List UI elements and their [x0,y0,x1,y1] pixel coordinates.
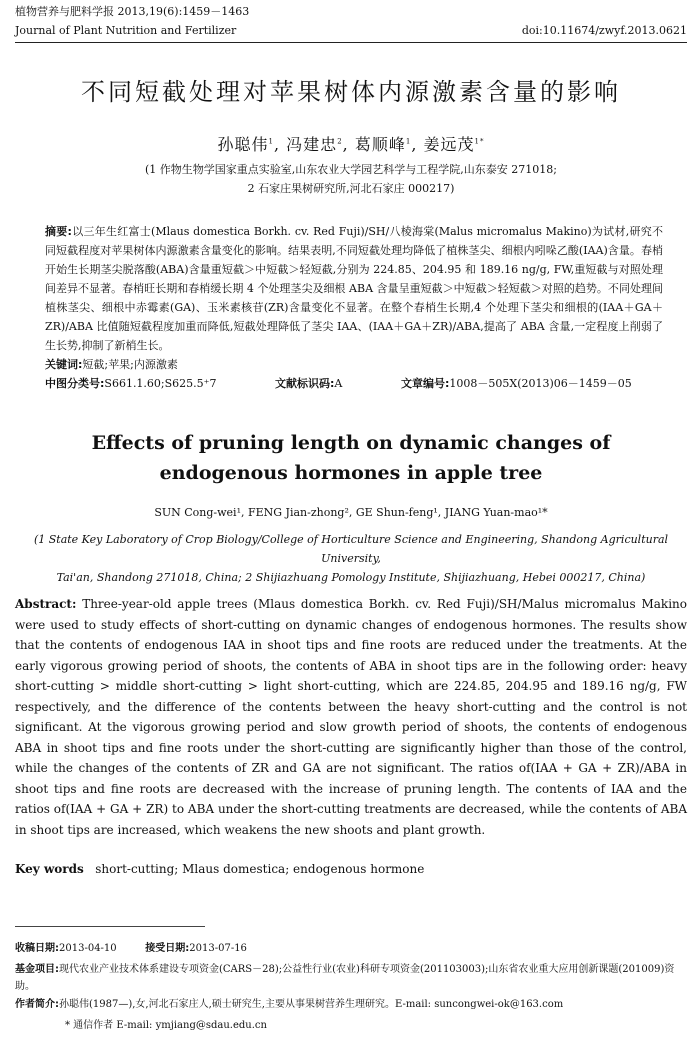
abstract-en-label: Abstract: [15,597,77,611]
author-sup: 1 [405,137,412,146]
received-label: 收稿日期: [15,943,59,954]
header-rule [15,42,687,43]
doi: doi:10.11674/zwyf.2013.0621 [521,24,687,37]
affiliation-en-line: Tai'an, Shandong 271018, China; 2 Shijiazhuang Pomology Institute, Shijiazhuang, Hebei 000217, China) [56,571,646,584]
classification-row [45,374,663,393]
authors-en: SUN Cong-wei¹, FENG Jian-zhong², GE Shun-feng¹, JIANG Yuan-mao¹* [154,506,548,519]
author-sup: 2 [337,137,343,146]
keywords-cn [45,355,663,374]
doc-code-value: A [334,377,343,390]
footnote-rule [15,926,205,927]
fund-label: 基金项目: [15,964,59,975]
journal-header-cn: 植物营养与肥料学报 2013,19(6):1459－1463 [15,5,250,18]
author-bio-label: 作者简介: [15,999,59,1010]
received-date: 2013-04-10 [59,943,117,954]
author-sup: 1 [268,137,274,146]
funding-footnote [15,961,687,995]
abstract-cn-label: 摘要: [45,225,72,238]
fund-text: 现代农业产业技术体系建设专项资金(CARS－28);公益性行业(农业)科研专项资金(201103003);山东省农业重大应用创新课题(201009)资助。 [15,964,675,992]
clc-label: 中图分类号: [45,377,105,390]
abstract-cn [45,222,663,393]
abstract-cn-text: 以三年生红富士(Mlaus domestica Borkh. cv. Red Fuji)/SH/八棱海棠(Malus micromalus Makino)为试材,研究不同短截程度对苹果树体内源激素含量变化的影响。结果表明,不同短截处理均降低了植株茎尖、细根内吲哚乙酸(IAA)含量。春梢开始生长期茎尖脱落酸(ABA)含量重短截＞中短截＞轻短截,分别为 224.85、204.95 和 189.16 ng/g, FW,重短截与对照处理间差异不显著。春梢旺长期和春梢缓长期 4 个处理茎尖及细根 ABA 含量呈重短截＞中短截＞轻短截＞对照的趋势。不同处理间植株茎尖、细根中赤霉素(GA)、玉米素核苷(ZR)含量变化不显著。在整个春梢生长期,4 个处理下茎尖和细根的(IAA＋GA＋ZR)/ABA 比值随短截程度加重而降低,短截处理降低了茎尖 IAA、(IAA＋GA＋ZR)/ABA,提高了 ABA 含量,一定程度上削弱了生长势,抑制了新梢生长。 [45,225,663,352]
author-cn: 葛顺峰 [354,135,406,154]
dates-footnote [15,940,687,957]
journal-header-row [15,24,687,38]
doc-code-label: 文献标识码: [275,377,335,390]
keywords-en [15,862,687,876]
affiliation-en-line: (1 State Key Laboratory of Crop Biology/College of Horticulture Science and Engineering, Shandong Agricultural University, [33,533,669,565]
keywords-cn-label: 关键词: [45,358,83,371]
affiliation-en [15,530,687,587]
abstract-en-text: Three-year-old apple trees (Mlaus domestica Borkh. cv. Red Fuji)/SH/Malus micromalus Makino were used to study effects of short-cutting on dynamic changes of endogenous hormones. The results show that the contents of endogenous IAA in shoot tips and fine roots are reduced under the treatments. At the early vigorous growing period of shoots, the contents of ABA in shoot tips are in the following order: heavy short-cutting > middle short-cutting > light short-cutting, which are 224.85, 204.95 and 189.16 ng/g, FW respectively, and the difference of the contents between the heavy short-cutting and the control is not significant. At the vigorous growing period and slow growth period of shoots, the contents of endogenous ABA in shoot tips and fine roots under the short-cutting are significantly higher than those of the control, while the changes of the contents of ZR and GA are not significant. The ratios of(IAA + GA + ZR)/ABA in shoot tips and fine roots are decreased with the increase of pruning length. The contents of IAA and the ratios of(IAA + GA + ZR) to ABA under the short-cutting treatments are decreased, while the contents of ABA in shoot tips are increased, which weakens the new shoots and plant growth. [15,597,687,837]
corresponding-footnote: * 通信作者 E-mail: ymjiang@sdau.edu.cn [65,1020,267,1031]
title-cn: 不同短截处理对苹果树体内源激素含量的影响 [81,78,621,106]
author-footnote [15,996,687,1013]
accepted-date: 2013-07-16 [189,943,247,954]
title-en [15,428,687,488]
author-cn: 冯建忠 [286,135,338,154]
author-bio-text: 孙聪伟(1987—),女,河北石家庄人,硕士研究生,主要从事果树营养生理研究。E-mail: suncongwei-ok@163.com [59,999,564,1010]
author-cn: 姜远茂 [423,135,475,154]
author-cn: 孙聪伟 [217,135,269,154]
article-no-label: 文章编号: [401,377,450,390]
author-sup: 1* [474,137,485,146]
title-en-line: Effects of pruning length on dynamic changes of [91,432,611,454]
keywords-en-text: short-cutting; Mlaus domestica; endogenous hormone [95,862,425,876]
affiliation-cn-line: 2 石家庄果树研究所,河北石家庄 000217) [247,182,455,195]
authors-cn: 孙聪伟$^1$, 冯建忠$^2$, 葛顺峰$^1$, 姜远茂$^{1*}$ [217,135,485,154]
article-no-value: 1008－505X(2013)06－1459－05 [449,377,632,390]
affiliation-cn [15,160,687,198]
abstract-en [15,594,687,840]
accepted-label: 接受日期: [145,943,190,954]
abstract-cn-body [45,222,663,355]
affiliation-cn-line: (1 作物生物学国家重点实验室,山东农业大学园艺科学与工程学院,山东泰安 271018; [145,163,557,176]
clc-value: S661.1.60;S625.5⁺7 [104,377,217,390]
journal-header-en: Journal of Plant Nutrition and Fertilizer [15,24,237,37]
keywords-en-label: Key words [15,862,84,876]
title-en-line: endogenous hormones in apple tree [159,462,543,484]
keywords-cn-text: 短截;苹果;内源激素 [82,358,178,371]
